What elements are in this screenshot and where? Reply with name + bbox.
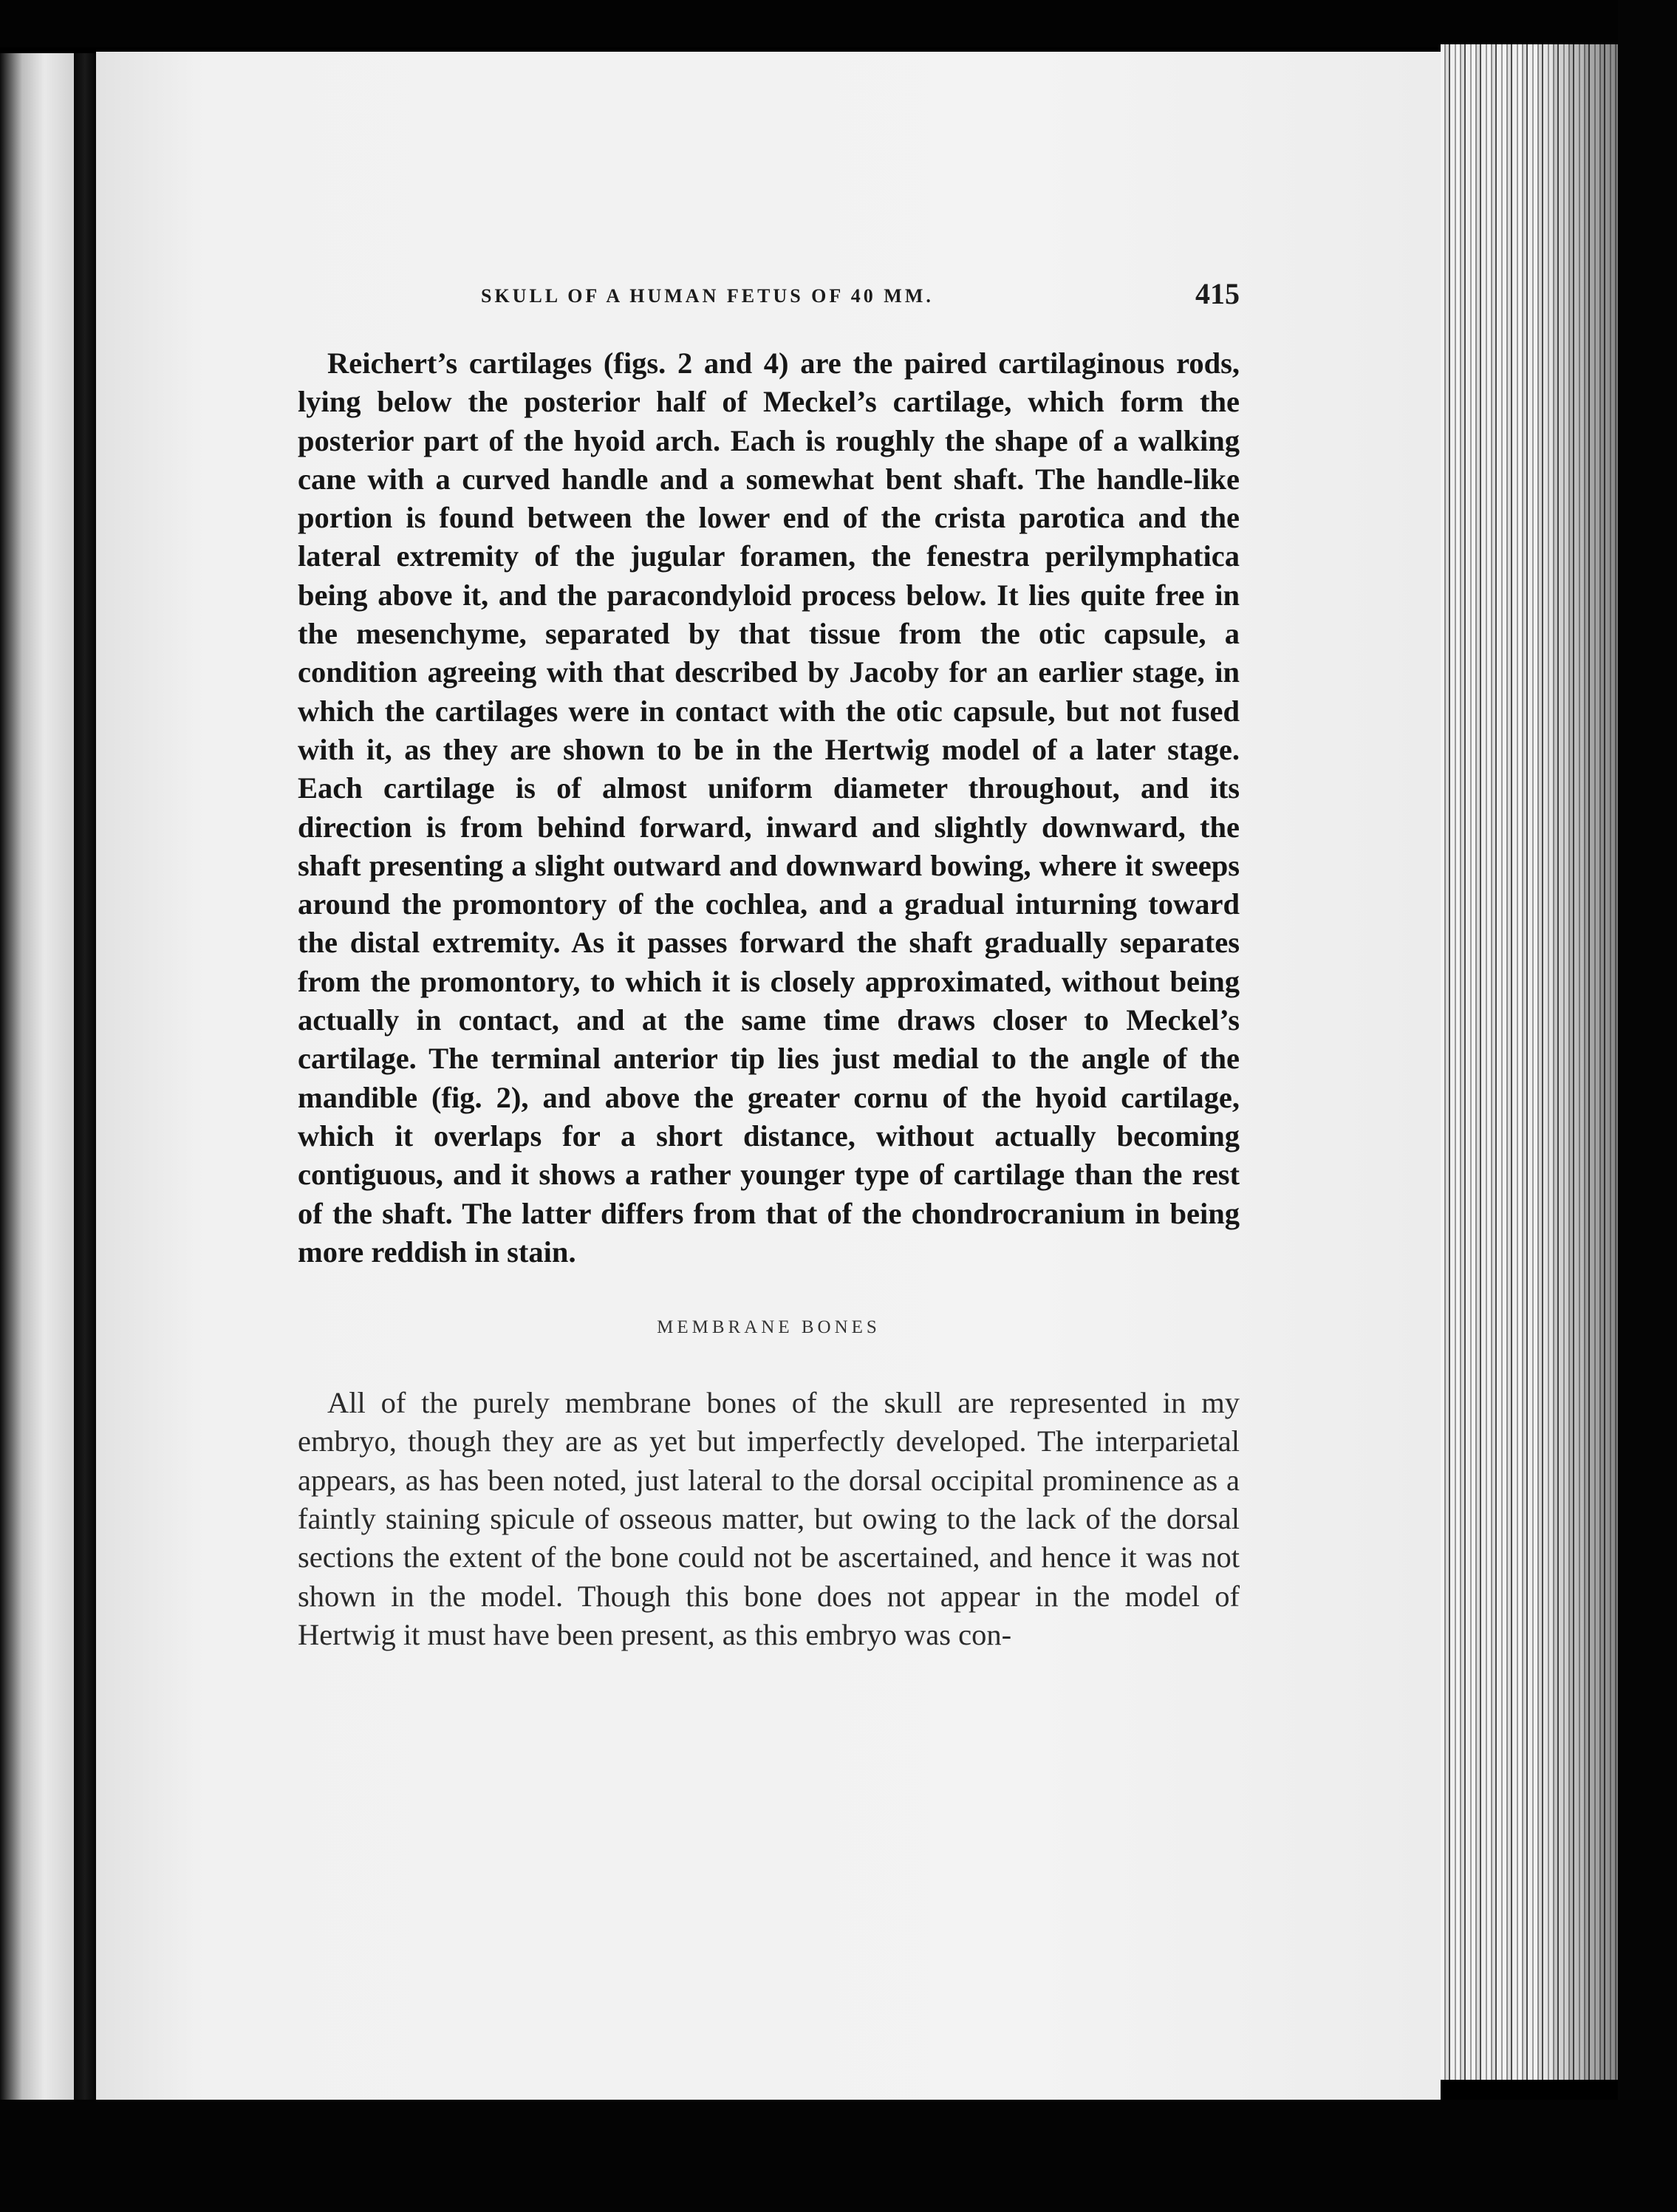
scan-background-bottom xyxy=(0,2100,1677,2212)
page-text-block xyxy=(298,266,1240,1654)
running-head xyxy=(298,266,1240,318)
body-paragraph: Reichert’s cartilages (figs. 2 and 4) are the paired cartilaginous rods, lying below the posterior half of Meckel’s cartilage, which form the posterior part of the hyoid arch. Each is roughly the shape of a walking cane with a curved handle and a somewhat bent shaft. The handle-like portion is found between the lower end of the crista parotica and the lateral extremity of the jugular foramen, the fenestra perilymphatica being above it, and the paracondyloid process below. It lies quite free in the mesenchyme, separated by that tissue from the otic capsule, a condition agreeing with that described by Jacoby for an earlier stage, in which the cartilages were in contact with the otic capsule, but not fused with it, as they are shown to be in the Hertwig model of a later stage. Each cartilage is of almost uniform diameter throughout, and its direction is from behind forward, inward and slightly downward, the shaft presenting a slight outward and downward bowing, where it sweeps around the promontory of the cochlea, and a gradual inturning toward the distal extremity. As it passes forward the shaft gradually separates from the promontory, to which it is closely approximated, without being actually in contact, and at the same time draws closer to Meckel’s cartilage. The terminal anterior tip lies just medial to the angle of the mandible (fig. 2), and above the greater cornu of the hyoid cartilage, which it overlaps for a short distance, without actually becoming contiguous, and it shows a rather younger type of cartilage than the rest of the shaft. The latter differs from that of the chondrocranium in being more reddish in stain. xyxy=(298,347,1240,1269)
scan-background-top xyxy=(0,0,1677,47)
section-heading: MEMBRANE BONES xyxy=(657,1317,881,1338)
page-stack-shadow xyxy=(1441,44,1618,2080)
scan-background-right xyxy=(1618,0,1677,2212)
book-gutter xyxy=(74,53,96,2100)
facing-page-edge xyxy=(0,53,74,2100)
running-title: SKULL OF A HUMAN FETUS OF 40 MM. xyxy=(481,285,934,307)
page-number: 415 xyxy=(1195,277,1240,310)
body-paragraph: All of the purely membrane bones of the skull are represented in my embryo, though they are as yet but imperfectly developed. The interparietal appears, as has been noted, just lateral to the dorsal occipital prominence as a faintly staining spicule of osseous matter, but owing to the lack of the dorsal sections the extent of the bone could not be ascertained, and hence it was not shown in the model. Though this bone does not appear in the model of Hertwig it must have been present, as this embryo was con- xyxy=(298,1386,1240,1651)
